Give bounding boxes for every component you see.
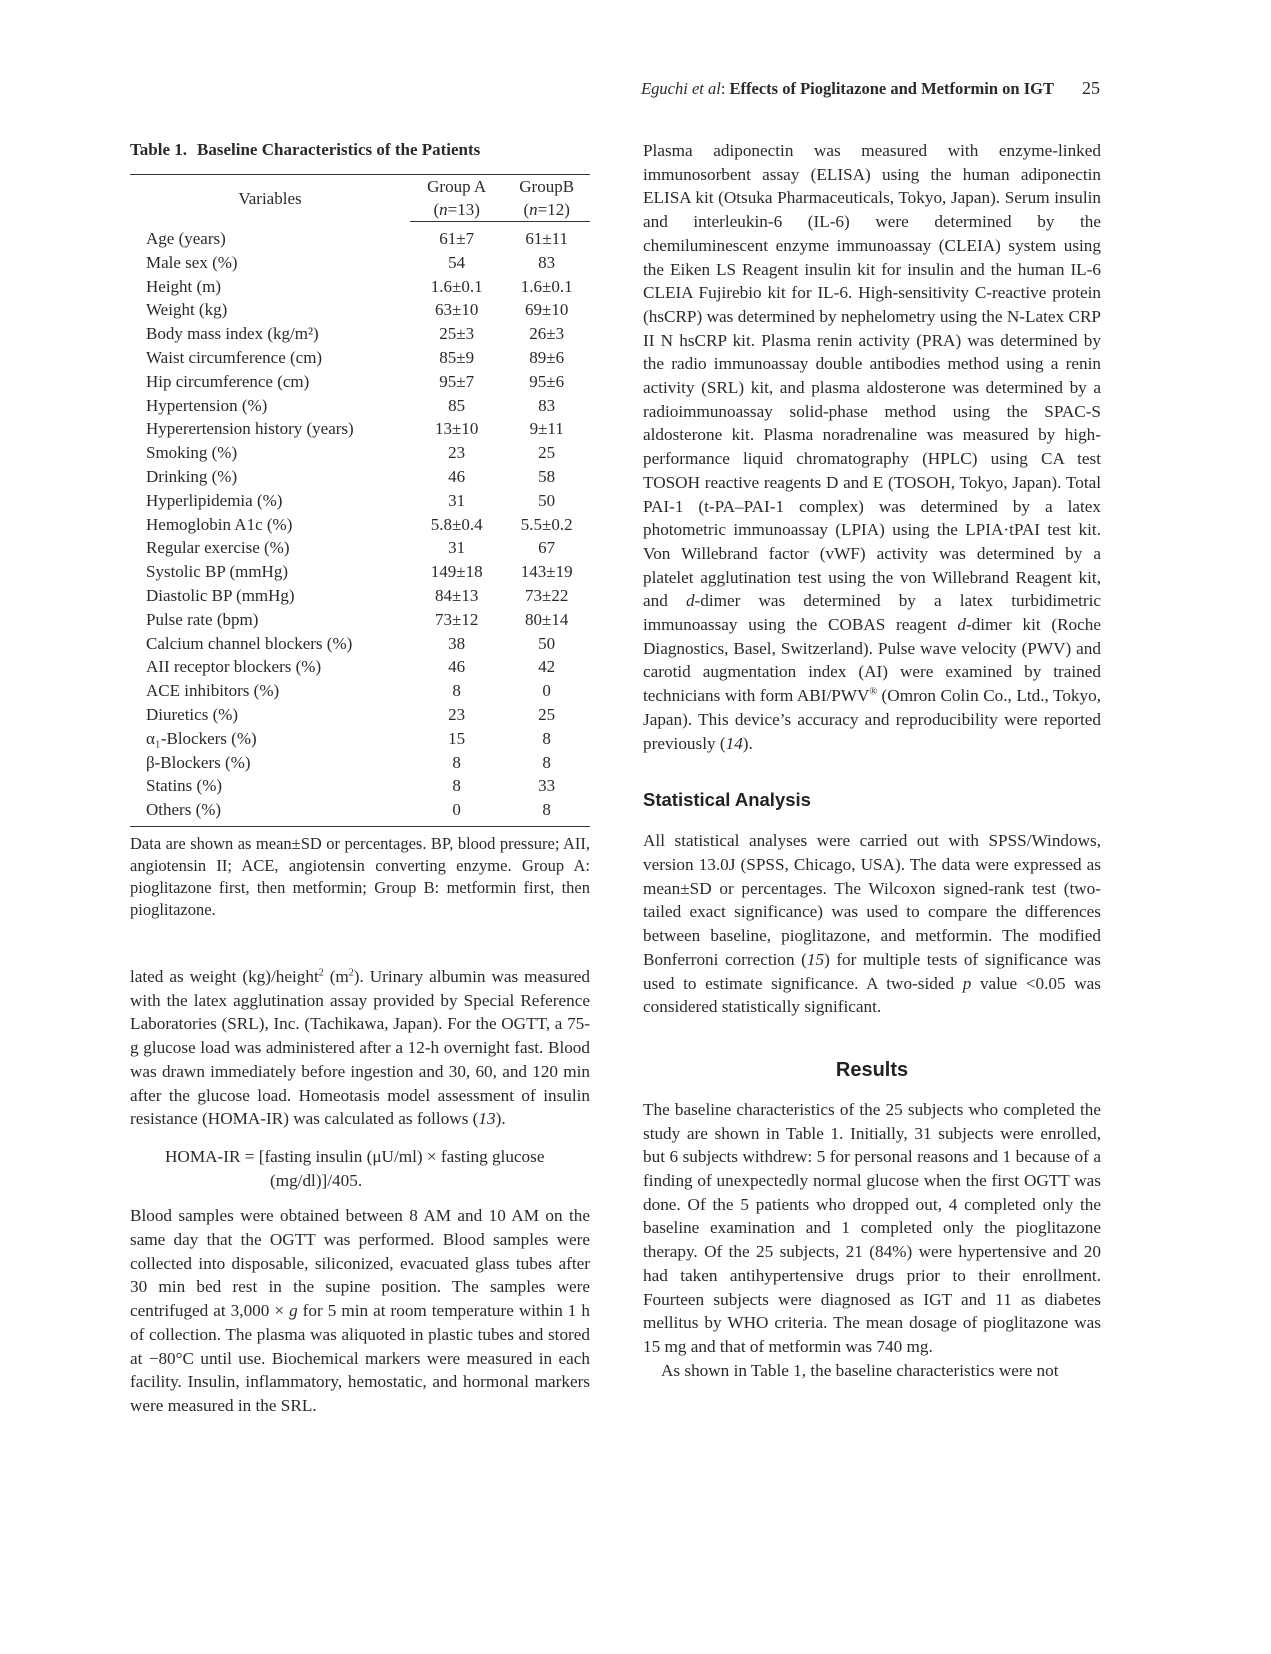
paragraph-blood-samples — [130, 1204, 590, 1417]
column-header-group-a: Group A — [410, 175, 503, 199]
group-b-value: 25 — [538, 704, 556, 724]
group-b-value: 8 — [542, 728, 551, 748]
row-label: Age (years) — [146, 228, 226, 248]
table-row — [130, 655, 590, 679]
table-body — [130, 222, 590, 827]
group-a-value: 5.8±0.4 — [430, 514, 483, 534]
row-label: Diastolic BP (mmHg) — [146, 585, 295, 605]
group-b-value: 9±11 — [529, 419, 564, 439]
heading-statistical-analysis: Statistical Analysis — [643, 789, 811, 811]
table-row — [130, 322, 590, 346]
row-label: Hypertension (%) — [146, 395, 268, 415]
row-label: Smoking (%) — [146, 443, 238, 463]
row-label: Drinking (%) — [146, 466, 238, 486]
group-a-value: 73±12 — [435, 609, 479, 629]
table-row — [130, 275, 590, 299]
group-a-value: 8 — [452, 776, 461, 796]
methods-continued — [130, 965, 590, 1418]
column-header-variables: Variables — [130, 175, 410, 222]
table-row — [130, 222, 590, 251]
text-run: ) for multiple tests of significance was used to estimate significance. A two-sided — [643, 949, 1101, 993]
group-a-value: 25±3 — [439, 324, 475, 344]
row-label: β-Blockers (%) — [146, 752, 251, 772]
group-b-n: (n=12) — [523, 200, 570, 219]
table-footnote: Data are shown as mean±SD or percentages. BP, blood pressure; AII, angiotensin II; ACE, angiotensin converting enzyme. Group A: pioglitazone first, then metformin; Group B: metformin first, then pioglitazone. — [130, 833, 590, 919]
column-header-group-b-n — [503, 198, 590, 222]
paragraph-statistics — [643, 829, 1101, 1019]
running-head-title: Effects of Pioglitazone and Metformin on IGT — [729, 79, 1054, 98]
group-a-value: 23 — [448, 443, 466, 463]
citation-ref: 13 — [478, 1109, 496, 1129]
homa-ir-equation — [165, 1145, 590, 1192]
table-row — [130, 394, 590, 418]
group-a-value: 1.6±0.1 — [430, 276, 483, 296]
group-b-value: 50 — [538, 490, 556, 510]
row-label: Diuretics (%) — [146, 704, 239, 724]
group-a-value: 31 — [448, 490, 466, 510]
italic-g: g — [289, 1301, 298, 1321]
row-label: Weight (kg) — [146, 300, 228, 320]
table-number: Table 1. — [130, 140, 188, 159]
group-b-value: 50 — [538, 633, 556, 653]
text-run: ). — [742, 733, 753, 753]
row-label: Hyperlipidemia (%) — [146, 490, 283, 510]
group-a-value: 54 — [448, 252, 466, 272]
column-header-group-b: GroupB — [503, 175, 590, 199]
table-row — [130, 632, 590, 656]
table-row — [130, 465, 590, 489]
group-a-value: 0 — [410, 798, 503, 826]
table-row — [130, 774, 590, 798]
registered-mark: ® — [869, 686, 878, 698]
group-b-value: 67 — [538, 538, 556, 558]
group-a-value: 13±10 — [435, 419, 479, 439]
group-a-value: 149±18 — [430, 562, 483, 582]
group-a-value: 23 — [448, 704, 466, 724]
text-run: lated as weight (kg)/height — [130, 967, 319, 986]
row-label: Calcium channel blockers (%) — [146, 633, 353, 653]
group-a-value: 95±7 — [439, 371, 475, 391]
superscript: 2 — [348, 967, 354, 979]
group-a-value: 61±7 — [439, 229, 475, 248]
text-run: Plasma adiponectin was measured with enzyme-linked immunosorbent assay (ELISA) using the human adiponectin ELISA kit (Otsuka Pharmaceuticals, Tokyo, Japan). Serum insulin and interleukin-6 (IL-6) were determined by the chemiluminescent enzyme immunoassay (CLEIA) system using the Eiken LS Reagent insulin kit for insulin and the human IL-6 CLEIA Fujirebio kit for IL-6. High-sensitivity C-reactive protein (hsCRP) was determined by nephelometry using the N-Latex CRP II N hsCRP kit. Plasma renin activity (PRA) was determined by the radio immunoassay double antibodies method using a renin activity (SRL) kit, and plasma aldosterone was determined by a radioimmunoassay solid-phase method using the SPAC-S aldosterone kit. Plasma noradrenaline was measured by high-performance liquid chromatography (HPLC) using CA test TOSOH reactive reagents D and E (TOSOH, Tokyo, Japan). Total PAI-1 (t-PA–PAI-1 complex) was determined by a latex photometric immunoassay (LPIA) using the LPIA·tPAI test kit. Von Willebrand factor (vWF) activity was determined by a platelet agglutination test using the von Willebrand Reagent kit, and — [643, 141, 1101, 611]
group-a-value: 63±10 — [435, 300, 479, 320]
group-b-value: 61±11 — [525, 229, 569, 248]
group-b-value: 8 — [503, 798, 590, 826]
text-run: (Omron Colin Co., Ltd., Tokyo, Japan). This device’s accuracy and reproducibility were reported previously ( — [643, 686, 1101, 753]
text-run: -dimer was determined by a latex turbidimetric immunoassay using the COBAS reagent — [643, 591, 1101, 635]
group-a-value: 46 — [448, 657, 466, 677]
row-label: Waist circumference (cm) — [146, 347, 323, 367]
row-label: Others (%) — [130, 798, 410, 826]
row-label: Hyperertension history (years) — [146, 419, 354, 439]
group-b-value: 80±14 — [525, 609, 569, 629]
group-b-value: 5.5±0.2 — [520, 514, 573, 534]
right-column — [643, 139, 1101, 1382]
group-a-value: 46 — [448, 466, 466, 486]
table-row — [130, 703, 590, 727]
group-a-value: 8 — [452, 681, 461, 701]
table-row — [130, 298, 590, 322]
row-label: α₁-Blockers (%) — [146, 728, 257, 748]
text-run: ). Urinary albumin was measured with the latex agglutination assay provided by Special Reference Laboratories (SRL), Inc. (Tachikawa, Japan). For the OGTT, a 75-g glucose load was administered after a 12-h overnight fast. Blood was drawn immediately before ingestion and 30, 60, and 120 min after the glucose load. Homeotasis model assessment of insulin resistance (HOMA-IR) was calculated as follows ( — [130, 967, 591, 1129]
page-number: 25 — [1082, 78, 1100, 98]
group-b-value: 8 — [542, 752, 551, 772]
paragraph-measurements — [130, 965, 590, 1131]
italic-d: d — [957, 615, 966, 635]
table-row — [130, 584, 590, 608]
equation-line-1: HOMA-IR = [fasting insulin (μU/ml) × fasting glucose — [165, 1146, 545, 1166]
heading-results: Results — [835, 1058, 909, 1081]
row-label: Hip circumference (cm) — [146, 371, 310, 391]
table-row — [130, 489, 590, 513]
group-a-value: 38 — [448, 633, 466, 653]
table-row — [130, 536, 590, 560]
table-row — [130, 251, 590, 275]
table-row — [130, 560, 590, 584]
italic-d: d — [685, 591, 695, 611]
row-label: Regular exercise (%) — [146, 538, 290, 558]
row-label: Hemoglobin A1c (%) — [146, 514, 293, 534]
table-row — [130, 679, 590, 703]
table-title: Baseline Characteristics of the Patients — [197, 140, 481, 159]
citation-ref: 15 — [806, 949, 825, 969]
group-b-value: 1.6±0.1 — [520, 276, 573, 296]
table-row — [130, 798, 590, 826]
group-a-value: 15 — [448, 728, 466, 748]
table-row — [130, 513, 590, 537]
group-b-value: 83 — [538, 395, 556, 415]
table-row — [130, 751, 590, 775]
group-b-value: 95±6 — [529, 371, 565, 391]
table-row — [130, 417, 590, 441]
running-head — [640, 78, 1100, 99]
text-run: All statistical analyses were carried out with SPSS/Windows, version 13.0J (SPSS, Chicago, USA). The data were expressed as mean±SD or percentages. The Wilcoxon signed-rank test (two-tailed exact significance) was used to compare the differences between baseline, pioglitazone, and metformin. The modified Bonferroni correction ( — [643, 831, 1101, 969]
table-row — [130, 441, 590, 465]
row-label: AII receptor blockers (%) — [146, 657, 322, 677]
running-head-authors: Eguchi et al — [641, 79, 721, 98]
group-b-value: 69±10 — [525, 300, 569, 320]
paragraph-assays — [643, 139, 1101, 755]
group-b-value: 143±19 — [520, 562, 573, 582]
group-a-value: 84±13 — [435, 585, 479, 605]
text-run: -dimer kit (Roche Diagnostics, Basel, Switzerland). Pulse wave velocity (PWV) and carotid augmentation index (AI) were examined by trained technicians with form ABI/PWV — [643, 615, 1102, 706]
text-run: value <0.05 was considered statistically significant. — [643, 973, 1101, 1017]
text-run: (m — [323, 967, 349, 986]
running-head-separator: : — [720, 79, 730, 98]
row-label: ACE inhibitors (%) — [146, 681, 280, 701]
table-row — [130, 608, 590, 632]
group-a-n: (n=13) — [433, 200, 480, 219]
text-run: Blood samples were obtained between 8 AM and 10 AM on the same day that the OGTT was performed. Blood samples were collected into disposable, siliconized, evacuated glass tubes after 30 min bed rest in the supine position. The samples were centrifuged at 3,000 × — [130, 1206, 590, 1321]
group-a-value: 31 — [448, 538, 466, 558]
row-label: Systolic BP (mmHg) — [146, 562, 288, 582]
group-b-value: 42 — [538, 657, 556, 677]
italic-p: p — [962, 973, 972, 993]
group-b-value: 26±3 — [529, 324, 565, 344]
column-header-group-a-n — [410, 198, 503, 222]
baseline-characteristics-table — [130, 174, 590, 827]
text-run: for 5 min at room temperature within 1 h of collection. The plasma was aliquoted in plastic tubes and stored at −80°C until use. Biochemical markers were measured in each facility. Insulin, inflammatory, hemostatic, and hormonal markers were measured in the SRL. — [130, 1301, 590, 1415]
table-row — [130, 727, 590, 751]
equation-line-2: (mg/dl)]/405. — [270, 1170, 363, 1190]
row-label: Male sex (%) — [146, 252, 238, 272]
group-b-value: 89±6 — [529, 347, 565, 367]
table-caption — [130, 140, 590, 160]
superscript: 2 — [318, 967, 324, 979]
text-run: ). — [495, 1109, 506, 1129]
group-b-value: 0 — [542, 681, 551, 701]
paragraph-results-2: As shown in Table 1, the baseline characteristics were not — [661, 1360, 1059, 1380]
citation-ref: 14 — [725, 733, 743, 753]
paragraph-results-1: The baseline characteristics of the 25 subjects who completed the study are shown in Table 1. Initially, 31 subjects were enrolled, but 6 subjects withdrew: 5 for personal reasons and 1 because of a finding of unexpectedly normal glucose when the first OGTT was done. Of the 5 patients who dropped out, 4 completed only the baseline examination and 1 completed only the pioglitazone therapy. Of the 25 subjects, 21 (84%) were hypertensive and 20 had taken antihypertensive drugs prior to their enrollment. Fourteen subjects were diagnosed as IGT and 11 as diabetes mellitus by WHO criteria. The mean dosage of pioglitazone was 15 mg and that of metformin was 740 mg. — [643, 1099, 1101, 1356]
group-a-value: 85 — [448, 395, 466, 415]
row-label: Body mass index (kg/m²) — [146, 324, 319, 344]
row-label: Pulse rate (bpm) — [146, 609, 259, 629]
group-b-value: 33 — [538, 776, 556, 796]
group-b-value: 58 — [538, 466, 556, 486]
group-a-value: 85±9 — [439, 347, 475, 367]
row-label: Statins (%) — [146, 776, 223, 796]
group-b-value: 83 — [538, 252, 556, 272]
table-row — [130, 370, 590, 394]
table-row — [130, 346, 590, 370]
group-a-value: 8 — [452, 752, 461, 772]
table-1-section — [130, 140, 590, 937]
group-b-value: 73±22 — [525, 585, 569, 605]
row-label: Height (m) — [146, 276, 222, 296]
group-b-value: 25 — [538, 443, 556, 463]
